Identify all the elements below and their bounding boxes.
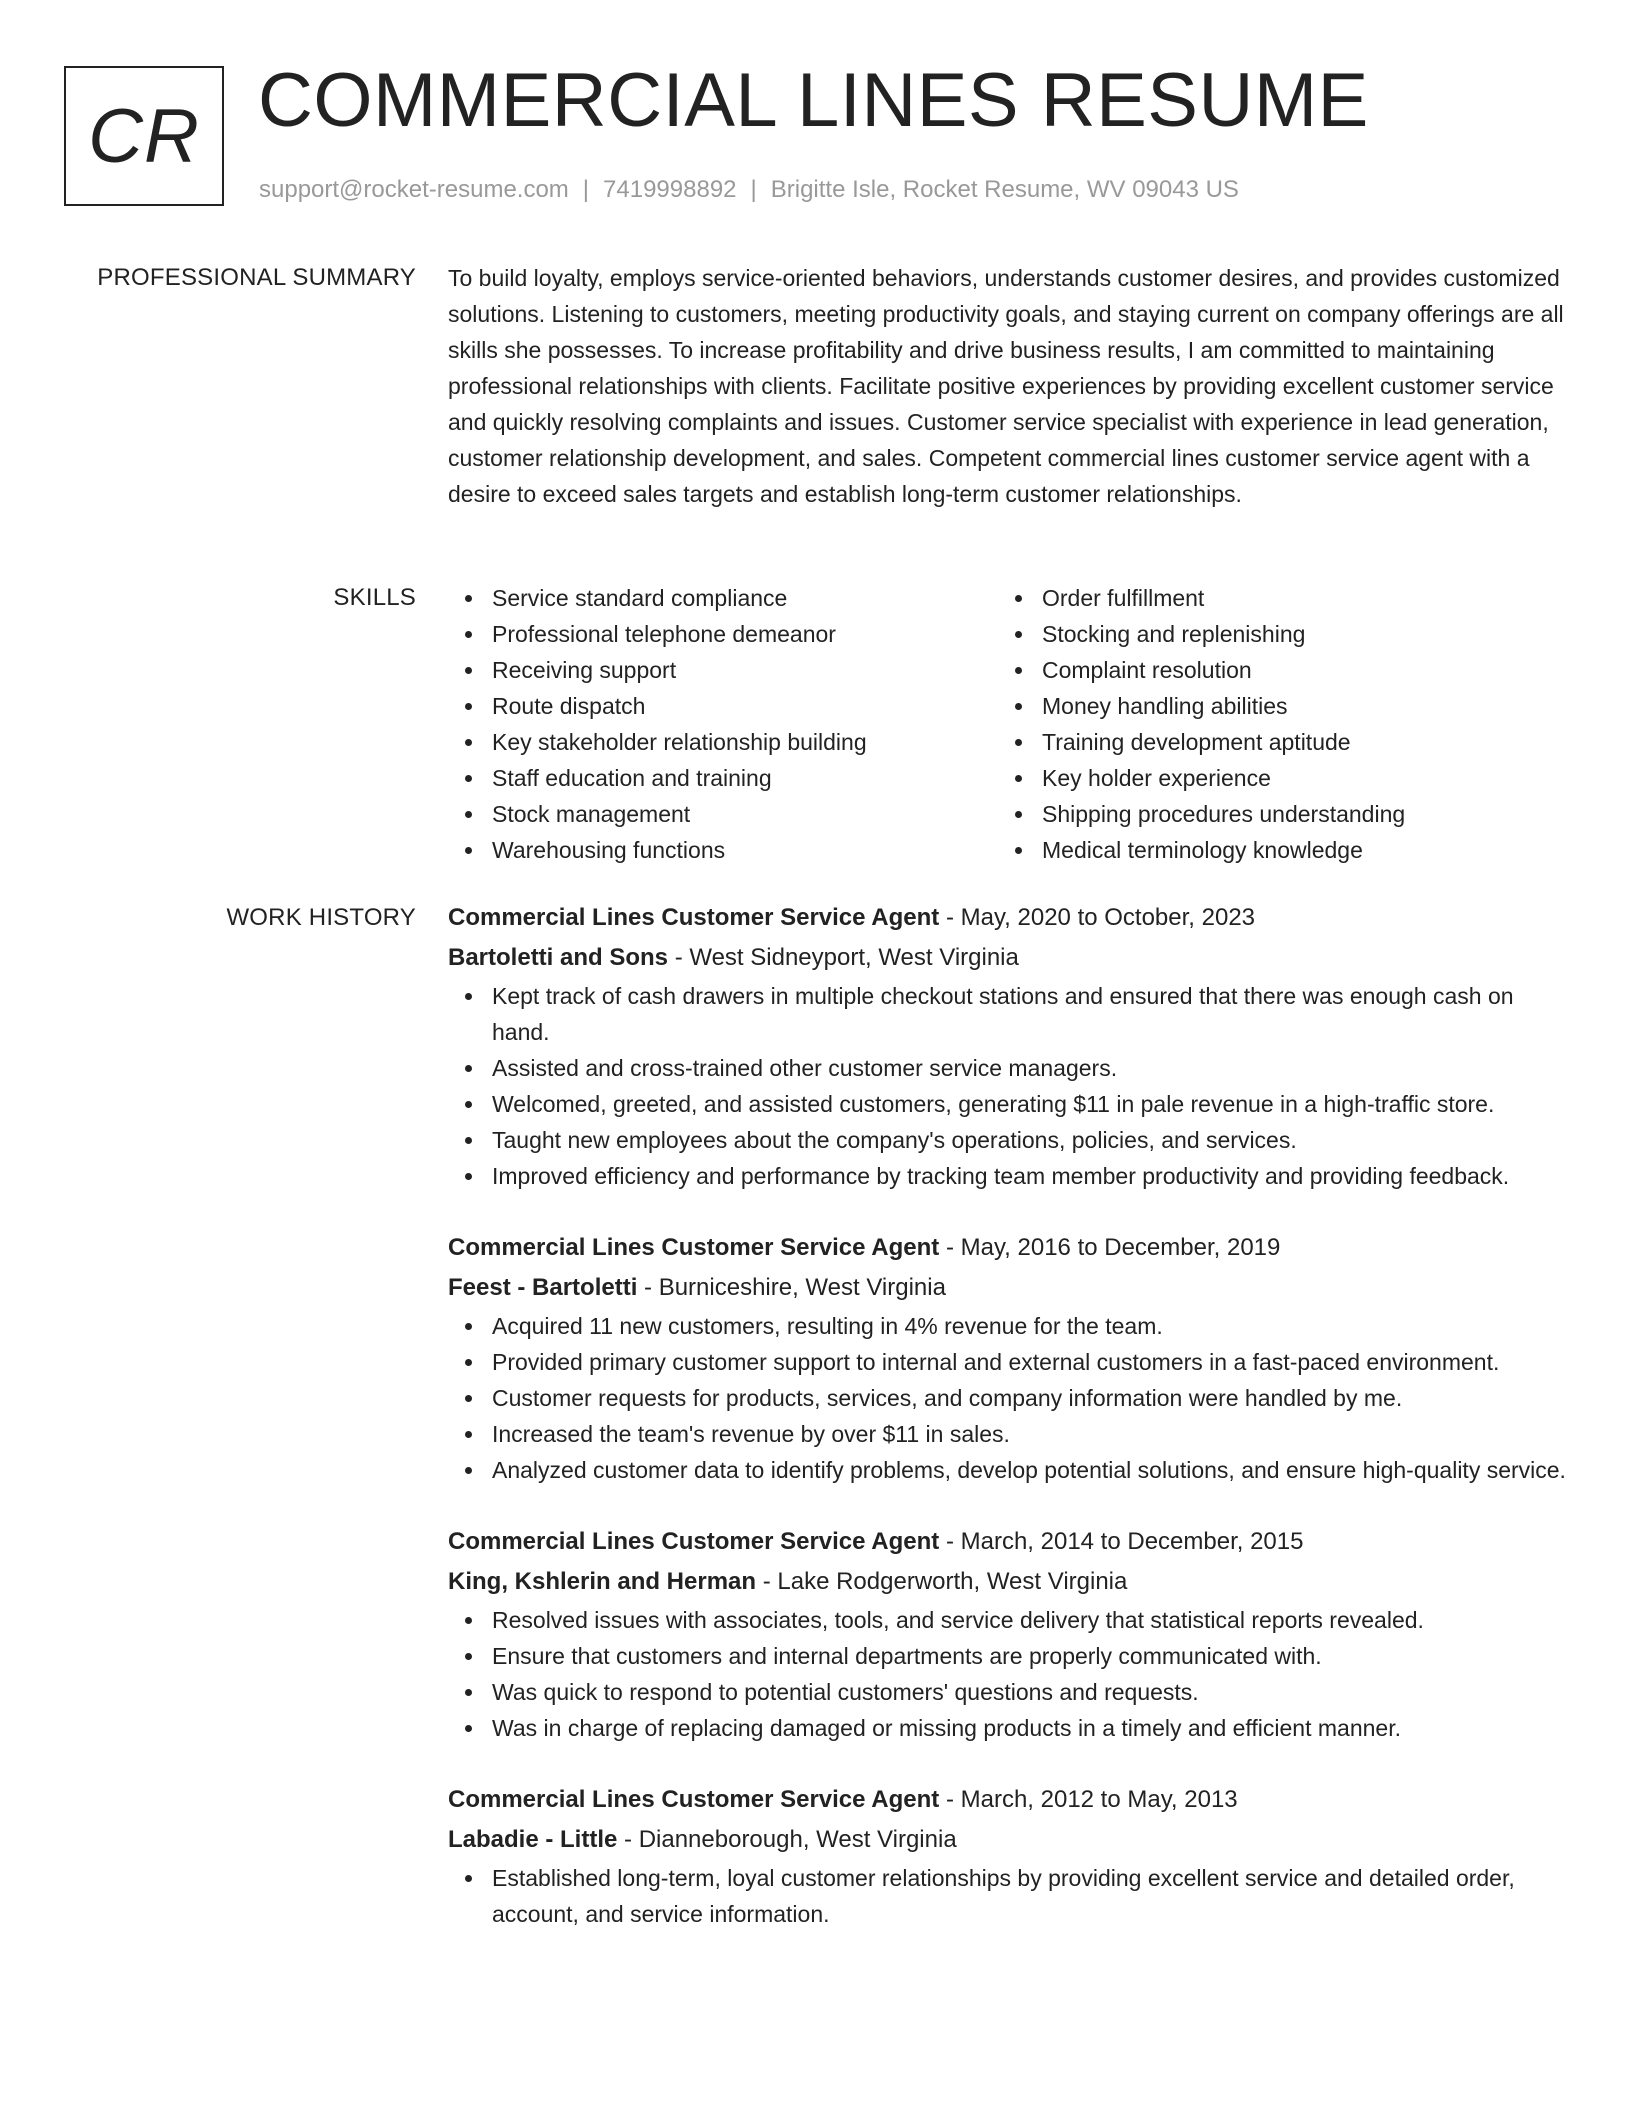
- job-dates: - May, 2016 to December, 2019: [939, 1234, 1281, 1261]
- work-history-body: [448, 898, 1568, 1966]
- job-duty-item: Increased the team's revenue by over $11 in sales.: [448, 1416, 1568, 1452]
- job-location: - Lake Rodgerworth, West Virginia: [756, 1568, 1128, 1595]
- job-entry: [448, 1522, 1568, 1746]
- job-location: - West Sidneyport, West Virginia: [668, 944, 1019, 971]
- skill-item: Key stakeholder relationship building: [448, 724, 998, 760]
- skills-list-left: [448, 580, 998, 868]
- job-duties-list: [448, 978, 1568, 1194]
- skill-item: Order fulfillment: [998, 580, 1548, 616]
- work-history-heading: WORK HISTORY: [226, 904, 416, 931]
- job-company-line: [448, 1820, 1568, 1860]
- contact-email: support@rocket-resume.com: [259, 176, 569, 203]
- skill-item: Professional telephone demeanor: [448, 616, 998, 652]
- job-duties-list: [448, 1860, 1568, 1932]
- job-title: Commercial Lines Customer Service Agent: [448, 1234, 940, 1261]
- job-title: Commercial Lines Customer Service Agent: [448, 904, 940, 931]
- contact-separator: |: [582, 176, 590, 203]
- job-dates: - May, 2020 to October, 2023: [939, 904, 1256, 931]
- skill-item: Training development aptitude: [998, 724, 1548, 760]
- skills-column-left: [448, 580, 998, 868]
- job-title-line: [448, 898, 1568, 938]
- job-title-line: [448, 1522, 1568, 1562]
- skill-item: Medical terminology knowledge: [998, 832, 1548, 868]
- skills-column-right: [998, 580, 1548, 868]
- skill-item: Shipping procedures understanding: [998, 796, 1548, 832]
- job-title-line: [448, 1780, 1568, 1820]
- job-title-line: [448, 1228, 1568, 1268]
- job-title: Commercial Lines Customer Service Agent: [448, 1786, 940, 1813]
- job-title: Commercial Lines Customer Service Agent: [448, 1528, 940, 1555]
- contact-address: Brigitte Isle, Rocket Resume, WV 09043 US: [770, 176, 1239, 203]
- job-duties-list: [448, 1308, 1568, 1488]
- job-company-line: [448, 1562, 1568, 1602]
- summary-heading: PROFESSIONAL SUMMARY: [97, 264, 416, 291]
- skill-item: Stock management: [448, 796, 998, 832]
- job-company-line: [448, 938, 1568, 978]
- contact-separator: |: [750, 176, 757, 203]
- job-location: - Dianneborough, West Virginia: [617, 1826, 957, 1853]
- job-company: Labadie - Little: [448, 1826, 618, 1853]
- skill-item: Stocking and replenishing: [998, 616, 1548, 652]
- skill-item: Service standard compliance: [448, 580, 998, 616]
- job-duty-item: Was in charge of replacing damaged or missing products in a timely and efficient manner.: [448, 1710, 1568, 1746]
- skills-list-right: [998, 580, 1548, 868]
- contact-line: [259, 174, 1239, 206]
- job-company: King, Kshlerin and Herman: [448, 1568, 757, 1595]
- job-duty-item: Resolved issues with associates, tools, and service delivery that statistical reports revealed.: [448, 1602, 1568, 1638]
- job-dates: - March, 2014 to December, 2015: [939, 1528, 1304, 1555]
- job-entry: [448, 1228, 1568, 1488]
- job-dates: - March, 2012 to May, 2013: [939, 1786, 1238, 1813]
- skill-item: Money handling abilities: [998, 688, 1548, 724]
- summary-body: [448, 260, 1568, 512]
- job-duty-item: Ensure that customers and internal departments are properly communicated with.: [448, 1638, 1568, 1674]
- job-company: Feest - Bartoletti: [448, 1274, 638, 1301]
- skill-item: Receiving support: [448, 652, 998, 688]
- job-duty-item: Kept track of cash drawers in multiple checkout stations and ensured that there was enough cash on hand.: [448, 978, 1568, 1050]
- job-duty-item: Provided primary customer support to internal and external customers in a fast-paced environment.: [448, 1344, 1568, 1380]
- contact-phone: 7419998892: [603, 176, 737, 203]
- job-entry: [448, 898, 1568, 1194]
- job-duty-item: Improved efficiency and performance by tracking team member productivity and providing feedback.: [448, 1158, 1568, 1194]
- skill-item: Key holder experience: [998, 760, 1548, 796]
- skill-item: Warehousing functions: [448, 832, 998, 868]
- job-duty-item: Was quick to respond to potential customers' questions and requests.: [448, 1674, 1568, 1710]
- job-company-line: [448, 1268, 1568, 1308]
- monogram-initials: CR: [88, 93, 200, 179]
- job-company: Bartoletti and Sons: [448, 944, 669, 971]
- monogram-box: [64, 66, 224, 206]
- skills-body: [448, 580, 1568, 868]
- skill-item: Route dispatch: [448, 688, 998, 724]
- job-duty-item: Acquired 11 new customers, resulting in 4% revenue for the team.: [448, 1308, 1568, 1344]
- resume-title: COMMERCIAL LINES RESUME: [258, 58, 1369, 143]
- job-duties-list: [448, 1602, 1568, 1746]
- job-duty-item: Analyzed customer data to identify problems, develop potential solutions, and ensure high-quality service.: [448, 1452, 1568, 1488]
- job-duty-item: Taught new employees about the company's operations, policies, and services.: [448, 1122, 1568, 1158]
- skills-heading: SKILLS: [333, 584, 416, 611]
- job-duty-item: Assisted and cross-trained other customer service managers.: [448, 1050, 1568, 1086]
- skill-item: Staff education and training: [448, 760, 998, 796]
- job-entry: [448, 1780, 1568, 1932]
- skill-item: Complaint resolution: [998, 652, 1548, 688]
- job-duty-item: Established long-term, loyal customer relationships by providing excellent service and detailed order, account, and service information.: [448, 1860, 1568, 1932]
- job-duty-item: Welcomed, greeted, and assisted customers, generating $11 in pale revenue in a high-traffic store.: [448, 1086, 1568, 1122]
- job-location: - Burniceshire, West Virginia: [637, 1274, 946, 1301]
- summary-text: To build loyalty, employs service-oriented behaviors, understands customer desires, and provides customized solutions. Listening to customers, meeting productivity goals, and staying current on company offerings are all skills she possesses. To increase profitability and drive business results, I am committed to maintaining professional relationships with clients. Facilitate positive experiences by providing excellent customer service and quickly resolving complaints and issues. Customer service specialist with experience in lead generation, customer relationship development, and sales. Competent commercial lines customer service agent with a desire to exceed sales targets and establish long-term customer relationships.: [448, 265, 1564, 507]
- job-duty-item: Customer requests for products, services, and company information were handled by me.: [448, 1380, 1568, 1416]
